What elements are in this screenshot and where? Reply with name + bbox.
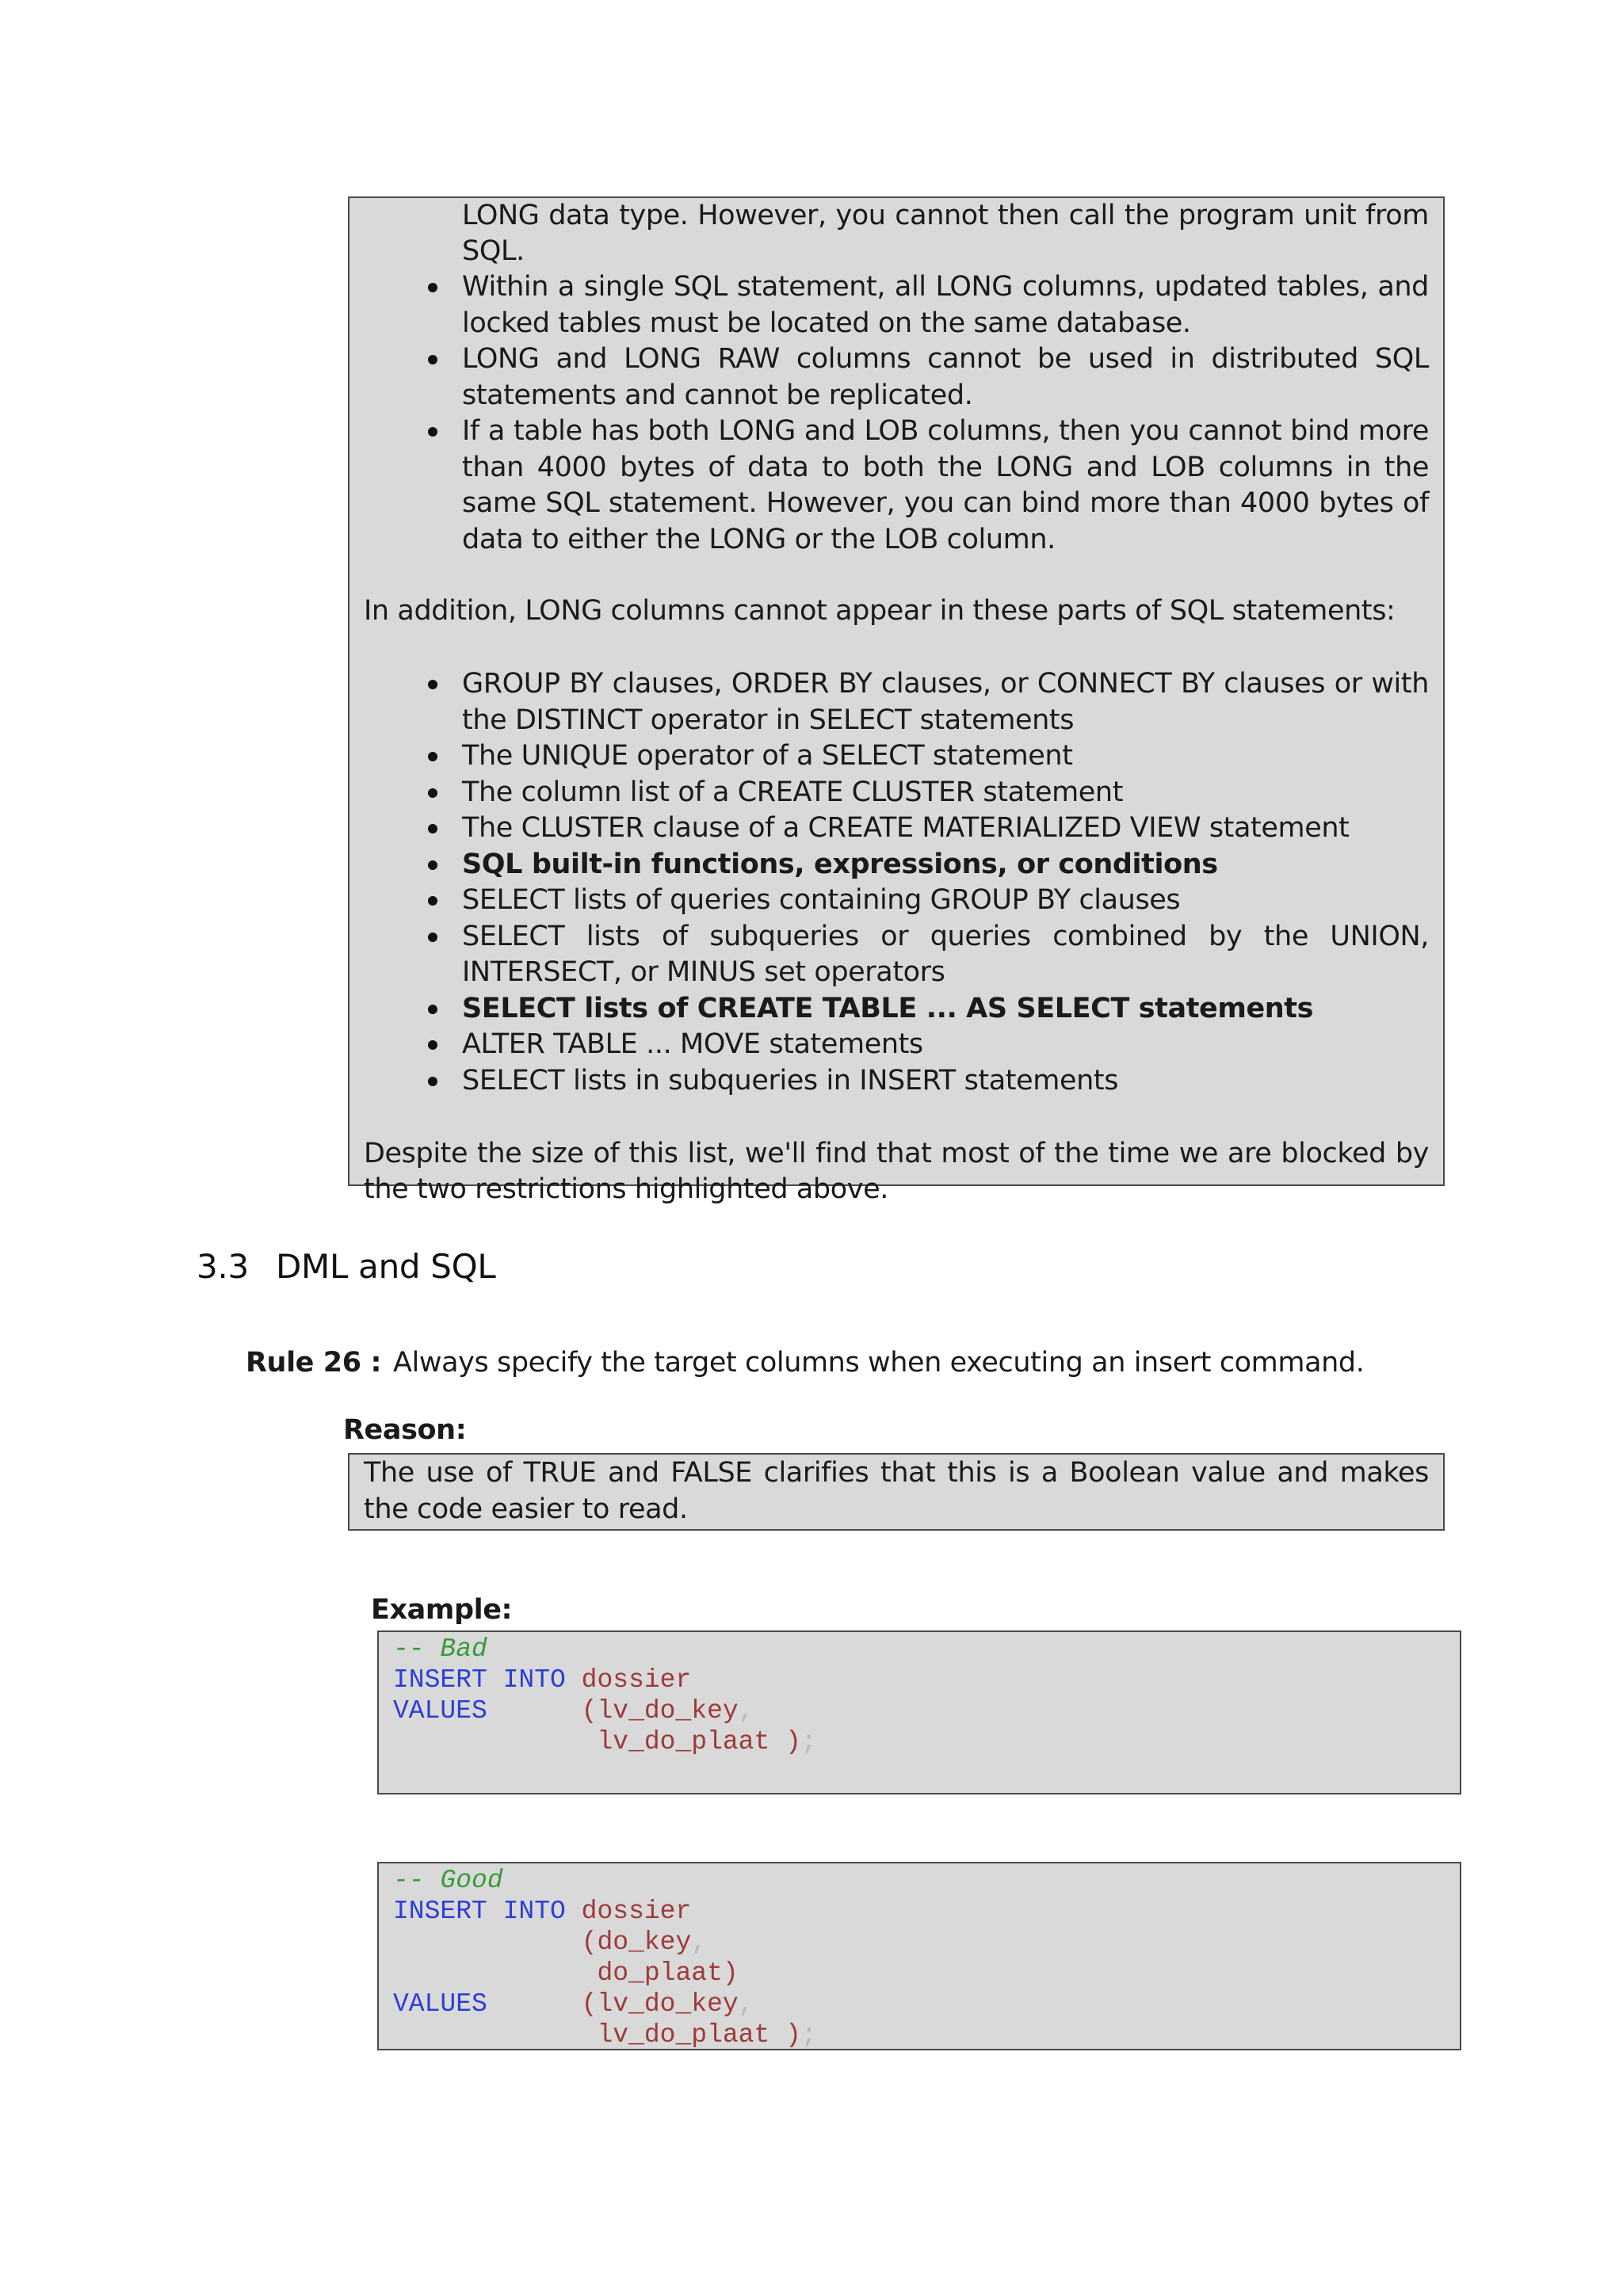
list-item: The column list of a CREATE CLUSTER statement xyxy=(364,775,1429,811)
code-line xyxy=(393,1896,1445,1927)
list-item-highlighted: SELECT lists of CREATE TABLE ... AS SELECT statements xyxy=(364,991,1429,1028)
code-punct: , xyxy=(738,1989,754,2019)
long-restrictions-box xyxy=(348,196,1445,1205)
code-line xyxy=(393,1865,1445,1896)
code-keyword: VALUES xyxy=(393,1989,487,2019)
code-line xyxy=(393,1726,1445,1757)
rule-26 xyxy=(246,1347,1364,1379)
conclusion-text: Despite the size of this list, we'll find that most of the time we are blocked by the two restrictions highlighted above. xyxy=(364,1138,1429,1205)
code-comment: -- Good xyxy=(393,1866,503,1895)
code-keyword: INSERT INTO xyxy=(393,1897,566,1926)
code-punct: , xyxy=(738,1696,754,1726)
code-punct: ; xyxy=(800,1727,817,1756)
code-keyword: INSERT INTO xyxy=(393,1665,566,1695)
list-item: The UNIQUE operator of a SELECT statement xyxy=(364,738,1429,775)
list-item: SELECT lists of subqueries or queries combined by the UNION, INTERSECT, or MINUS set operators xyxy=(364,919,1429,991)
code-example-bad xyxy=(377,1630,1461,1794)
list-item: Within a single SQL statement, all LONG columns, updated tables, and locked tables must be located on the same database. xyxy=(364,269,1429,341)
code-example-good xyxy=(377,1862,1461,2050)
code-keyword: VALUES xyxy=(393,1696,487,1726)
code-identifier: (do_key xyxy=(581,1928,692,1957)
continuation-text: LONG data type. However, you cannot then call the program unit from SQL. xyxy=(462,200,1429,267)
code-line xyxy=(393,2019,1445,2050)
code-identifier: dossier xyxy=(581,1897,692,1926)
rule-text: Always specify the target columns when executing an insert command. xyxy=(393,1347,1365,1379)
section-heading xyxy=(197,1247,496,1286)
code-line xyxy=(393,1958,1445,1989)
parts-list xyxy=(364,666,1429,1099)
code-punct: , xyxy=(691,1928,708,1957)
code-identifier: (lv_do_key xyxy=(581,1989,739,2019)
code-space xyxy=(393,1928,582,1957)
code-space xyxy=(393,1727,597,1756)
list-item: LONG and LONG RAW columns cannot be used in distributed SQL statements and cannot be replicated. xyxy=(364,341,1429,414)
code-comment: -- Bad xyxy=(393,1634,487,1664)
section-title: DML and SQL xyxy=(276,1247,496,1286)
list-item: If a table has both LONG and LOB columns, then you cannot bind more than 4000 bytes of data to both the LONG and LOB columns in the same SQL statement. However, you can bind more than 4000 bytes of data to either the LONG or the LOB column. xyxy=(364,414,1429,558)
code-space xyxy=(487,1989,582,2019)
code-line xyxy=(393,1989,1445,2019)
section-number: 3.3 xyxy=(197,1247,249,1286)
restrictions-list xyxy=(364,269,1429,558)
list-item: SELECT lists in subqueries in INSERT statements xyxy=(364,1063,1429,1100)
code-identifier: (lv_do_key xyxy=(581,1696,739,1726)
list-item: The CLUSTER clause of a CREATE MATERIALIZED VIEW statement xyxy=(364,810,1429,847)
code-line xyxy=(393,1634,1445,1665)
reason-box xyxy=(348,1453,1445,1531)
list-item-highlighted: SQL built-in functions, expressions, or conditions xyxy=(364,847,1429,883)
rule-label: Rule 26 : xyxy=(246,1347,382,1379)
code-identifier: lv_do_plaat ) xyxy=(597,1727,801,1756)
code-identifier: dossier xyxy=(581,1665,692,1695)
parts-intro: In addition, LONG columns cannot appear in these parts of SQL statements: xyxy=(364,595,1396,627)
example-label: Example: xyxy=(371,1594,513,1626)
code-space xyxy=(487,1696,582,1726)
code-space xyxy=(393,1958,597,1988)
reason-label: Reason: xyxy=(343,1414,467,1446)
code-line xyxy=(393,1695,1445,1726)
list-item: ALTER TABLE ... MOVE statements xyxy=(364,1027,1429,1063)
code-line xyxy=(393,1665,1445,1695)
code-line xyxy=(393,1927,1445,1958)
code-punct: ; xyxy=(800,2020,817,2050)
code-space xyxy=(393,2020,597,2050)
list-item: GROUP BY clauses, ORDER BY clauses, or CONNECT BY clauses or with the DISTINCT operator in SELECT statements xyxy=(364,666,1429,738)
reason-text: The use of TRUE and FALSE clarifies that this is a Boolean value and makes the code easier to read. xyxy=(364,1457,1429,1525)
code-identifier: lv_do_plaat ) xyxy=(597,2020,801,2050)
code-identifier: do_plaat) xyxy=(597,1958,739,1988)
list-item: SELECT lists of queries containing GROUP BY clauses xyxy=(364,883,1429,919)
